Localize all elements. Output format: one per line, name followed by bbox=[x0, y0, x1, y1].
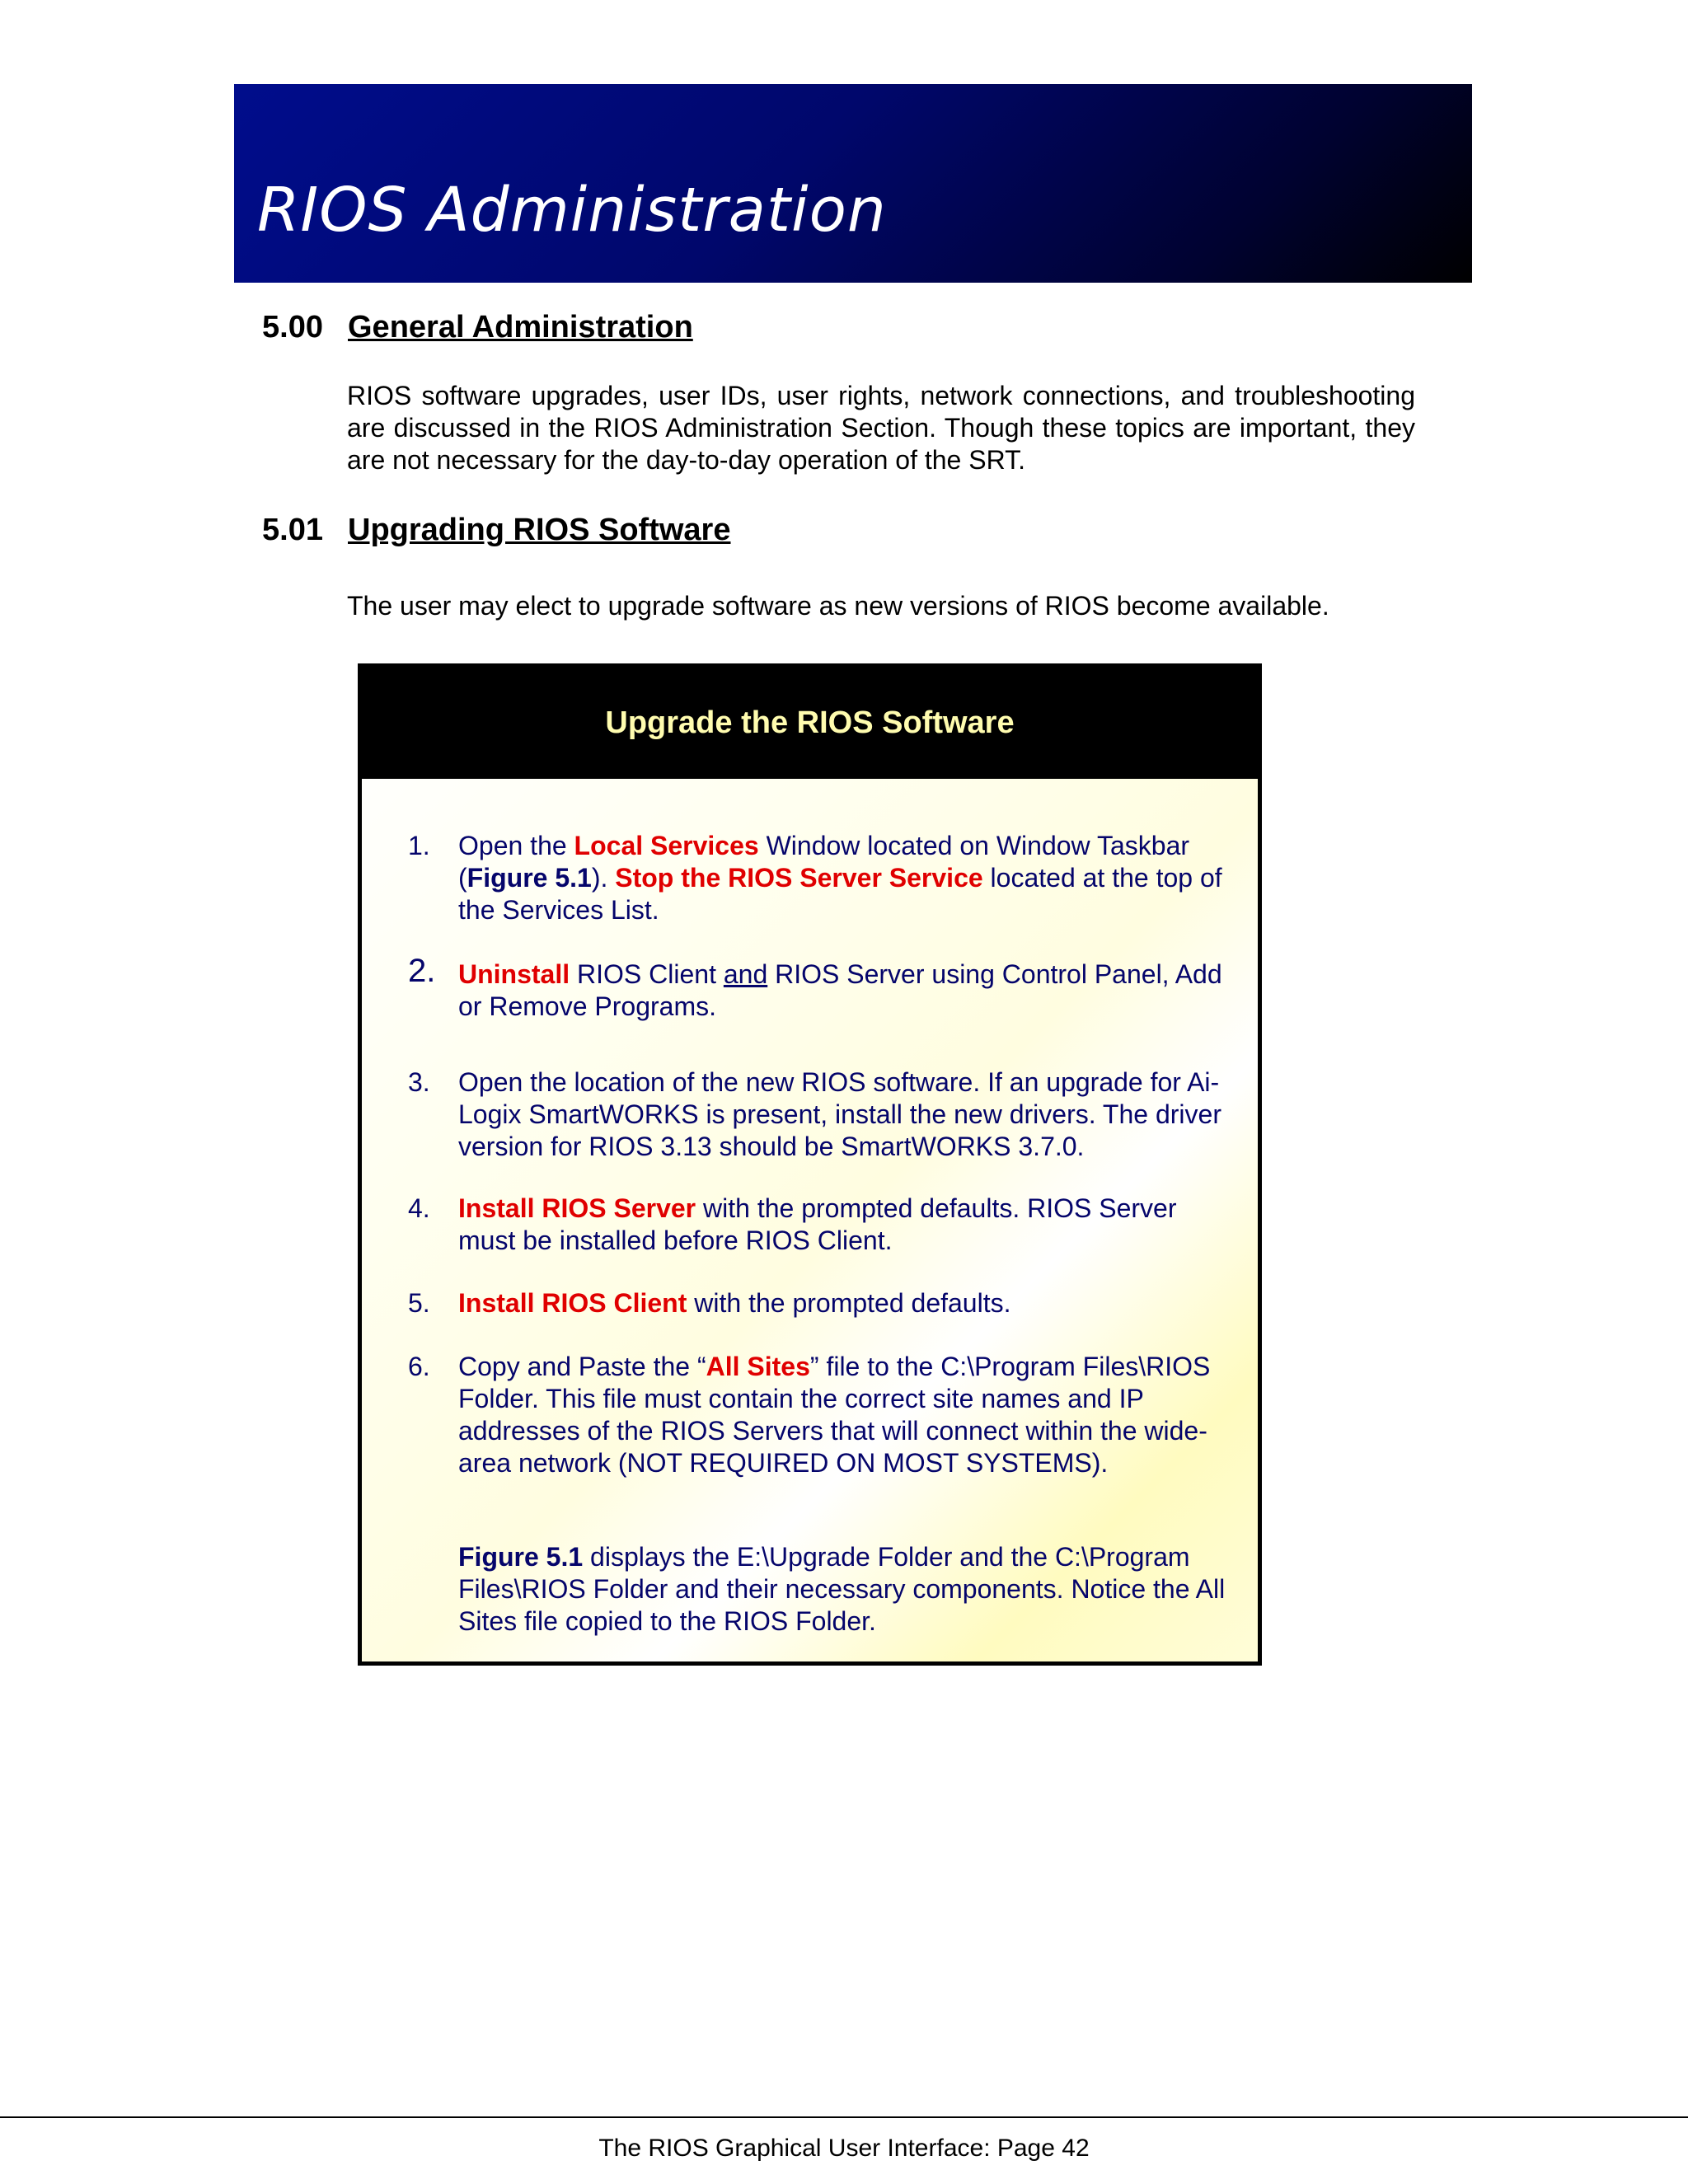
text-run: ” file to the C:\Program Files\RIOS Folder. This file must contain the correct site names and IP addresses of the RIOS Servers that will connect within the wide-area network (NOT REQUIRED ON MOST SYSTEMS). bbox=[458, 1352, 1211, 1478]
step-text: Open the location of the new RIOS software. If an upgrade for Ai-Logix SmartWORKS is present, install the new drivers. The driver version for RIOS 3.13 should be SmartWORKS 3.7.0. bbox=[458, 1067, 1221, 1161]
section-heading-500 bbox=[262, 310, 693, 345]
step-6 bbox=[408, 1351, 1232, 1479]
section-title: General Administration bbox=[348, 310, 693, 344]
section-title: Upgrading RIOS Software bbox=[348, 513, 731, 547]
chapter-banner bbox=[234, 84, 1472, 283]
box-title: Upgrade the RIOS Software bbox=[605, 705, 1015, 740]
footer-divider bbox=[0, 2116, 1688, 2118]
step-text bbox=[458, 958, 1232, 1023]
text-run: with the prompted defaults. bbox=[687, 1288, 1011, 1318]
text-run: displays the E:\Upgrade Folder and the C:\Program Files\RIOS Folder and their necessary components. Notice the All Sites file copied to the RIOS Folder. bbox=[458, 1542, 1226, 1636]
text-run: Window located on Window Taskbar ( bbox=[458, 831, 1190, 893]
text-run: Open the bbox=[458, 831, 574, 860]
underlined-text: and bbox=[723, 959, 768, 989]
section-number: 5.01 bbox=[262, 513, 323, 547]
section-501-body: The user may elect to upgrade software as new versions of RIOS become available. bbox=[347, 591, 1329, 621]
step-text bbox=[458, 1351, 1232, 1479]
text-run: RIOS Client bbox=[570, 959, 724, 989]
step-text bbox=[458, 1193, 1232, 1257]
highlight-text: Install RIOS Server bbox=[458, 1193, 696, 1223]
step-2 bbox=[408, 953, 1232, 1023]
step-number: 5. bbox=[408, 1288, 430, 1318]
step-4 bbox=[408, 1193, 1232, 1257]
step-number: 4. bbox=[408, 1193, 430, 1223]
step-number: 1. bbox=[408, 831, 430, 860]
step-number: 6. bbox=[408, 1352, 430, 1381]
step-1 bbox=[408, 830, 1232, 926]
highlight-text: Local Services bbox=[574, 831, 759, 860]
text-run: RIOS Server using Control Panel, Add or Remove Programs. bbox=[458, 959, 1222, 1021]
highlight-text: Uninstall bbox=[458, 959, 570, 989]
highlight-text: All Sites bbox=[706, 1352, 810, 1381]
section-500-body: RIOS software upgrades, user IDs, user rights, network connections, and troubleshooting are discussed in the RIOS Administration Section. Though these topics are important, they are not necessary for the day-to-day operation of the SRT. bbox=[347, 381, 1415, 475]
text-run: ). bbox=[591, 863, 616, 893]
step-3 bbox=[408, 1066, 1232, 1163]
figure-reference: Figure 5.1 bbox=[467, 863, 592, 893]
text-run: with the prompted defaults. RIOS Server must be installed before RIOS Client. bbox=[458, 1193, 1177, 1255]
highlight-text: Install RIOS Client bbox=[458, 1288, 687, 1318]
highlight-text: Stop the RIOS Server Service bbox=[615, 863, 983, 893]
text-run: located at the top of the Services List. bbox=[458, 863, 1222, 925]
page-footer: The RIOS Graphical User Interface: Page 42 bbox=[598, 2135, 1090, 2162]
section-heading-501 bbox=[262, 513, 730, 548]
figure-reference: Figure 5.1 bbox=[458, 1542, 584, 1572]
step-number: 2. bbox=[408, 953, 436, 989]
box-header bbox=[362, 668, 1258, 779]
step-5 bbox=[408, 1287, 1232, 1319]
step-number: 3. bbox=[408, 1067, 430, 1097]
step-text bbox=[458, 1287, 1232, 1319]
section-number: 5.00 bbox=[262, 310, 323, 344]
upgrade-procedure-box bbox=[358, 663, 1262, 1666]
chapter-title: RIOS Administration bbox=[257, 175, 887, 246]
text-run: Copy and Paste the “ bbox=[458, 1352, 706, 1381]
step-text bbox=[458, 830, 1232, 926]
figure-note bbox=[408, 1541, 1232, 1638]
note-text bbox=[458, 1541, 1232, 1638]
